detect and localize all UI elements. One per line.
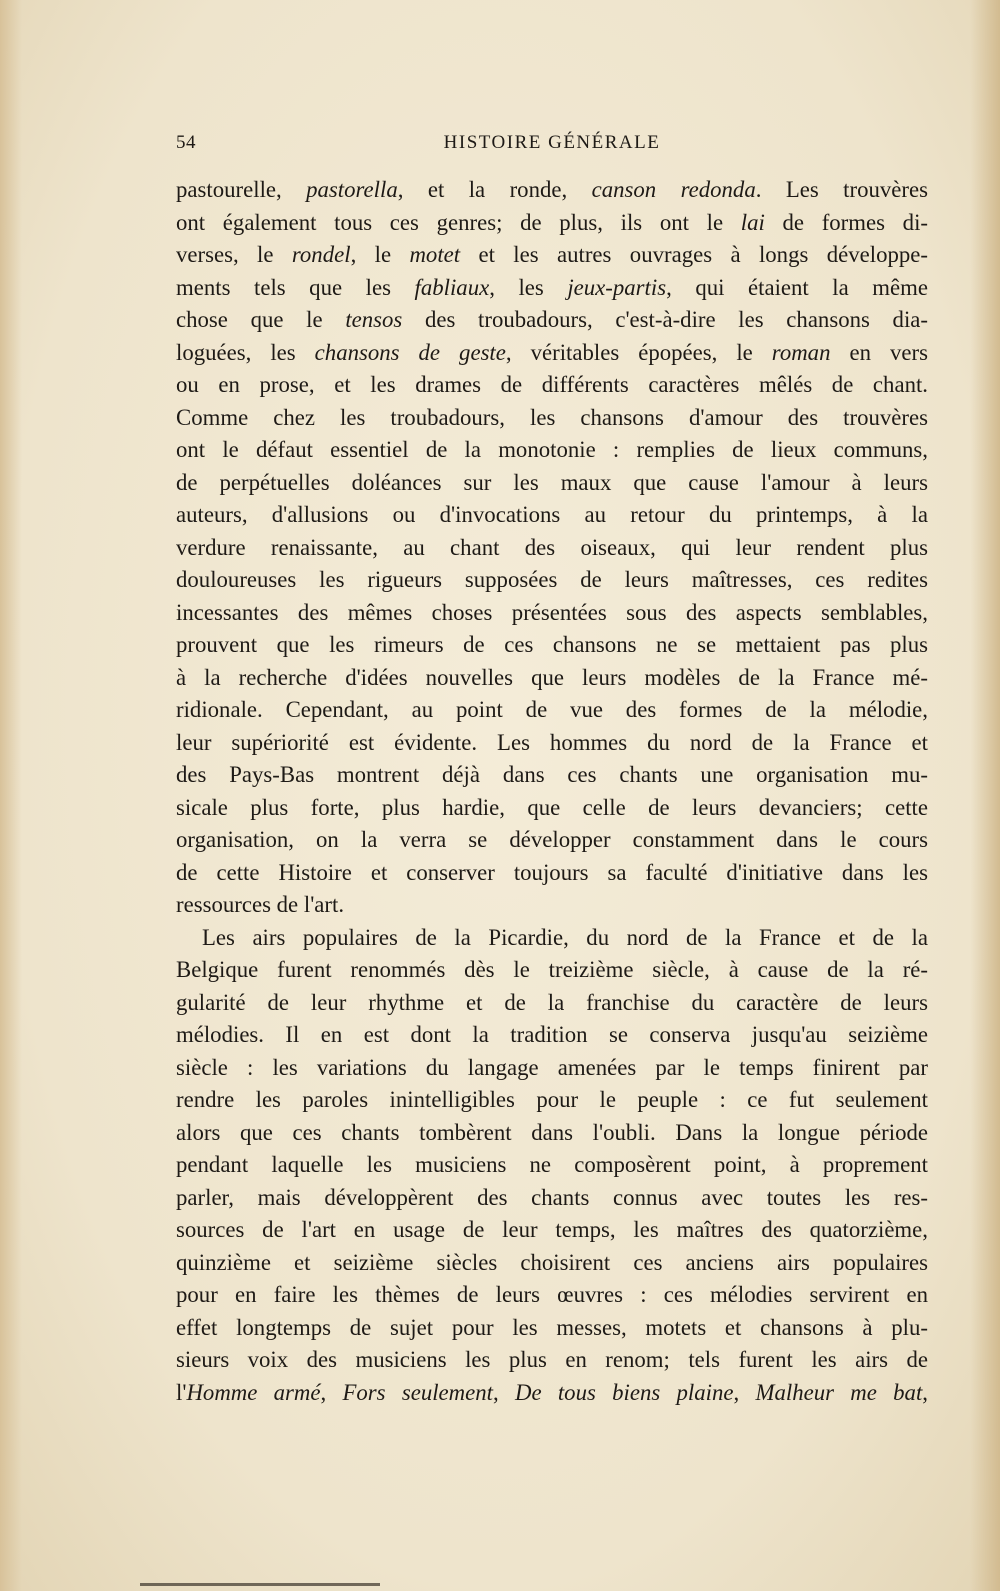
text-segment: verdure renaissante, au chant des oiseaux, qui leur rendent plus bbox=[176, 534, 928, 560]
text-segment: alors que ces chants tombèrent dans l'oubli. Dans la longue période bbox=[176, 1119, 928, 1145]
text-segment: de formes di- bbox=[764, 209, 928, 235]
text-segment: siècle : les variations du langage amenées par le temps finirent par bbox=[176, 1054, 928, 1080]
text-segment: gularité de leur rhythme et de la franchise du caractère de leurs bbox=[176, 989, 928, 1015]
italic-segment: motet bbox=[409, 242, 461, 267]
text-segment: douloureuses les rigueurs supposées de leurs maîtresses, ces redites bbox=[176, 567, 928, 592]
page-edge-shadow-right bbox=[970, 0, 1000, 1591]
text-segment: ments tels que les bbox=[176, 274, 415, 300]
text-segment: , le bbox=[350, 242, 410, 267]
text-segment: de perpétuelles doléances sur les maux que cause l'amour à leurs bbox=[176, 469, 928, 495]
text-segment: verses, le bbox=[176, 242, 292, 267]
italic-segment: pastorella bbox=[306, 177, 398, 202]
text-line bbox=[176, 1247, 928, 1280]
italic-segment: Homme armé bbox=[186, 1379, 321, 1405]
text-segment: , et la ronde, bbox=[397, 177, 592, 202]
text-line bbox=[176, 272, 928, 305]
italic-segment: chansons de geste bbox=[314, 339, 506, 365]
text-line bbox=[176, 1052, 928, 1085]
text-segment: , les bbox=[489, 274, 568, 300]
italic-segment: roman bbox=[771, 339, 831, 365]
text-segment: à la recherche d'idées nouvelles que leurs modèles de la France mé- bbox=[176, 664, 928, 690]
text-segment: , bbox=[922, 1379, 928, 1405]
text-segment: Les airs populaires de la Picardie, du nord de la France et de la bbox=[202, 924, 928, 950]
italic-segment: rondel bbox=[291, 242, 351, 267]
text-line bbox=[176, 597, 928, 630]
text-line bbox=[176, 662, 928, 695]
text-line bbox=[176, 824, 928, 857]
text-segment: loguées, les bbox=[176, 339, 315, 365]
text-line bbox=[176, 922, 928, 955]
page-header bbox=[176, 132, 928, 158]
text-line bbox=[176, 1214, 928, 1247]
text-line bbox=[176, 954, 928, 987]
text-segment: auteurs, d'allusions ou d'invocations au retour du printemps, à la bbox=[176, 502, 928, 527]
text-segment: , bbox=[320, 1379, 343, 1405]
text-line bbox=[176, 337, 928, 370]
text-line bbox=[176, 239, 928, 272]
text-segment: prouvent que les rimeurs de ces chansons ne se mettaient pas plus bbox=[176, 632, 928, 657]
italic-segment: Malheur me bat bbox=[755, 1379, 923, 1405]
page-edge-shadow-left bbox=[0, 0, 22, 1591]
text-line bbox=[176, 304, 928, 337]
text-segment: ou en prose, et les drames de différents caractères mêlés de chant. bbox=[176, 372, 928, 397]
text-segment: ont le défaut essentiel de la monotonie : remplies de lieux communs, bbox=[176, 437, 928, 462]
bottom-rule bbox=[140, 1583, 380, 1586]
text-segment: ont également tous ces genres; de plus, ils ont le bbox=[176, 209, 741, 235]
text-segment: parler, mais développèrent des chants connus avec toutes les res- bbox=[176, 1184, 928, 1210]
text-segment: quinzième et seizième siècles choisirent ces anciens airs populaires bbox=[176, 1249, 928, 1275]
text-segment: , bbox=[493, 1379, 515, 1405]
text-segment: mélodies. Il en est dont la tradition se conserva jusqu'au seizième bbox=[176, 1022, 928, 1047]
text-segment: organisation, on la verra se développer constamment dans le cours bbox=[176, 827, 928, 852]
text-segment: des troubadours, c'est-à-dire les chansons dia- bbox=[402, 307, 928, 332]
text-segment: , qui étaient la même bbox=[666, 274, 928, 300]
italic-segment: tensos bbox=[345, 307, 403, 332]
text-line bbox=[176, 532, 928, 565]
text-segment: ridionale. Cependant, au point de vue des formes de la mélodie, bbox=[176, 697, 928, 722]
text-segment: , bbox=[733, 1379, 756, 1405]
text-line bbox=[176, 434, 928, 467]
text-segment: sieurs voix des musiciens les plus en renom; tels furent les airs de bbox=[176, 1347, 928, 1372]
text-segment: l' bbox=[176, 1379, 187, 1405]
text-line bbox=[176, 759, 928, 792]
text-line bbox=[176, 467, 928, 500]
text-line bbox=[176, 1312, 928, 1345]
text-segment: , véritables épopées, le bbox=[505, 339, 772, 365]
text-line bbox=[176, 1084, 928, 1117]
text-line bbox=[176, 889, 928, 922]
text-segment: en vers bbox=[830, 339, 928, 365]
italic-segment: Fors seulement bbox=[342, 1379, 493, 1405]
text-segment: rendre les paroles inintelligibles pour le peuple : ce fut seulement bbox=[176, 1087, 928, 1112]
text-line bbox=[176, 1117, 928, 1150]
text-line bbox=[176, 792, 928, 825]
text-line bbox=[176, 1377, 928, 1410]
text-line bbox=[176, 1149, 928, 1182]
text-segment: Belgique furent renommés dès le treizième siècle, à cause de la ré- bbox=[176, 957, 928, 982]
text-line bbox=[176, 1279, 928, 1312]
text-line bbox=[176, 1344, 928, 1377]
text-segment: ressources de l'art. bbox=[176, 892, 345, 917]
text-line bbox=[176, 629, 928, 662]
text-segment: et les autres ouvrages à longs développe- bbox=[460, 242, 928, 267]
text-line bbox=[176, 402, 928, 435]
text-segment: pour en faire les thèmes de leurs œuvres : ces mélodies servirent en bbox=[176, 1282, 928, 1307]
italic-segment: fabliaux bbox=[414, 274, 490, 300]
text-segment: sicale plus forte, plus hardie, que celle de leurs devanciers; cette bbox=[176, 794, 928, 820]
text-line bbox=[176, 1182, 928, 1215]
text-line bbox=[176, 207, 928, 240]
text-line bbox=[176, 174, 928, 207]
text-segment: incessantes des mêmes choses présentées sous des aspects semblables, bbox=[176, 599, 928, 625]
text-segment: leur supériorité est évidente. Les hommes du nord de la France et bbox=[176, 729, 928, 755]
text-line bbox=[176, 694, 928, 727]
text-segment: . Les trouvères bbox=[755, 177, 928, 202]
text-segment: pastourelle, bbox=[176, 177, 307, 202]
running-head: HISTOIRE GÉNÉRALE bbox=[443, 132, 661, 153]
text-line bbox=[176, 369, 928, 402]
body-text bbox=[176, 174, 928, 1409]
text-segment: Comme chez les troubadours, les chansons d'amour des trouvères bbox=[176, 404, 928, 430]
text-line bbox=[176, 857, 928, 890]
text-segment: sources de l'art en usage de leur temps, les maîtres des quatorzième, bbox=[176, 1217, 928, 1242]
italic-segment: lai bbox=[740, 209, 765, 235]
italic-segment: canson redonda bbox=[591, 177, 756, 202]
text-line bbox=[176, 564, 928, 597]
text-line bbox=[176, 727, 928, 760]
text-line bbox=[176, 987, 928, 1020]
text-line bbox=[176, 1019, 928, 1052]
text-segment: chose que le bbox=[176, 307, 346, 332]
text-line bbox=[176, 499, 928, 532]
text-segment: effet longtemps de sujet pour les messes, motets et chansons à plu- bbox=[176, 1314, 928, 1340]
text-segment: de cette Histoire et conserver toujours sa faculté d'initiative dans les bbox=[176, 859, 928, 885]
text-segment: des Pays-Bas montrent déjà dans ces chants une organisation mu- bbox=[176, 762, 928, 787]
italic-segment: De tous biens plaine bbox=[514, 1379, 734, 1405]
text-segment: pendant laquelle les musiciens ne composèrent point, à proprement bbox=[176, 1152, 928, 1177]
page-number: 54 bbox=[176, 132, 196, 153]
italic-segment: jeux-partis bbox=[567, 274, 667, 300]
